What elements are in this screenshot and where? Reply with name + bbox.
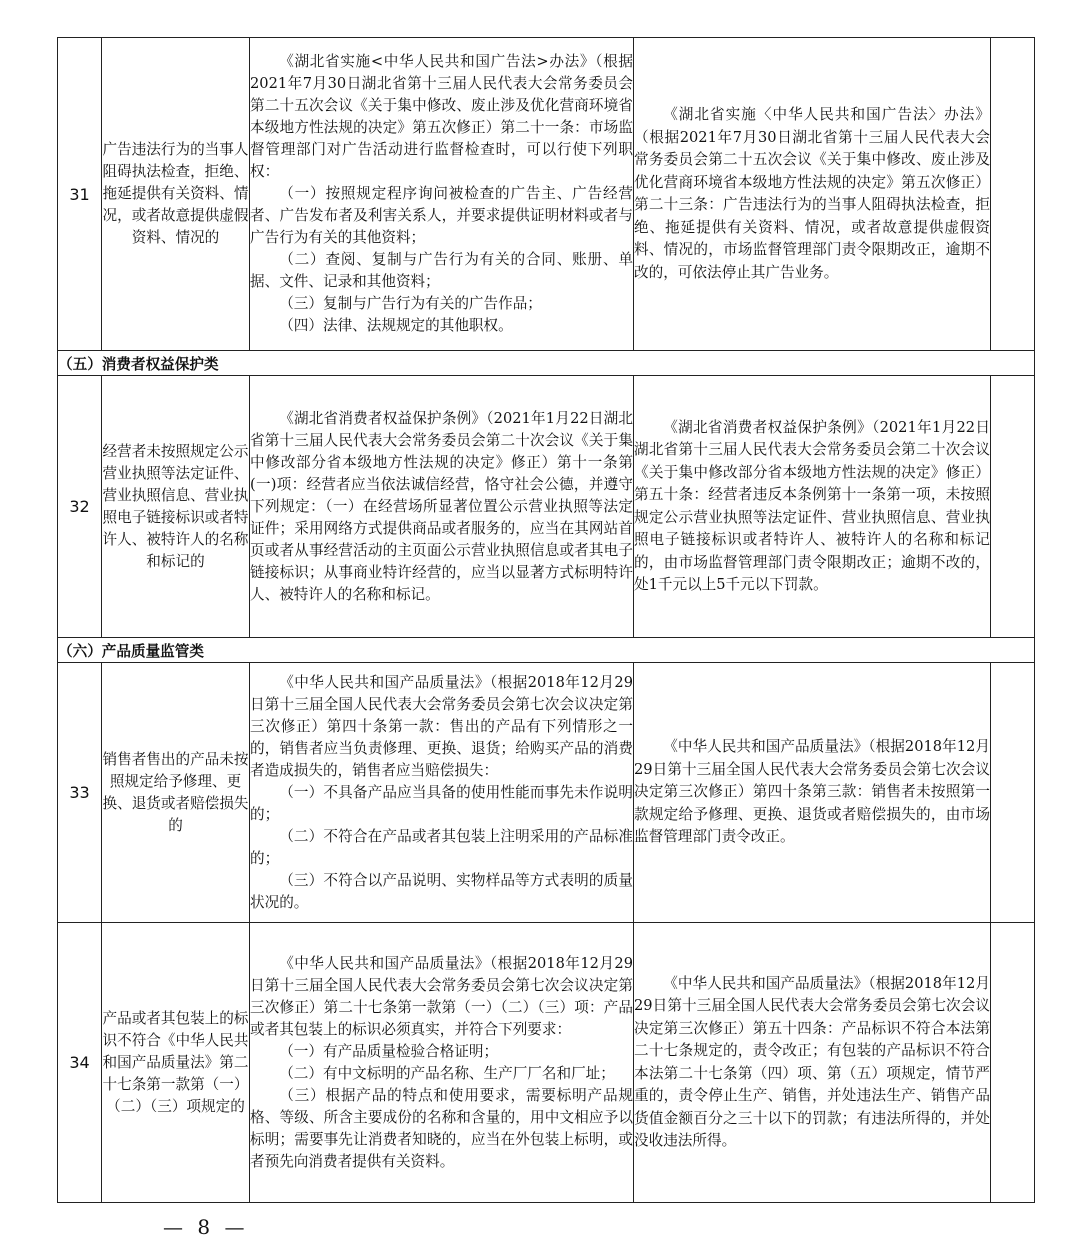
basis-paragraph: （一）有产品质量检验合格证明； xyxy=(279,1042,499,1060)
category-row xyxy=(58,638,1035,663)
basis-paragraph: （三）根据产品的特点和使用要求，需要标明产品规格、等级、所含主要成份的名称和含量的，用中文相应予以标明；需要事先让消费者知晓的，应当在外包装上标明，或者预先向消费者提供有关资料。 xyxy=(250,1086,633,1170)
basis-paragraph: （三）不符合以产品说明、实物样品等方式表明的质量状况的。 xyxy=(250,871,633,911)
category-title: （五）消费者权益保护类 xyxy=(58,351,1035,376)
penalty-provision xyxy=(634,38,991,351)
table-row xyxy=(58,376,1035,638)
basis-paragraph: 《湖北省实施<中华人民共和国广告法>办法》（根据2021年7月30日湖北省第十三届人民代表大会常务委员会第二十五次会议《关于集中修改、废止涉及优化营商环境省本级地方性法规的决定》第五次修正）第二十一条：市场监督管理部门对广告活动进行监督检查时，可以行使下列职权： xyxy=(250,53,633,180)
legal-basis xyxy=(250,923,634,1203)
remarks-cell xyxy=(991,376,1035,638)
page-number: — 8 — xyxy=(163,1215,249,1239)
basis-paragraph: 《中华人民共和国产品质量法》（根据2018年12月29日第十三届全国人民代表大会常务委员会第七次会议决定第三次修正）第四十条第一款：售出的产品有下列情形之一的，销售者应当负责修理、更换、退货；给购买产品的消费者造成损失的，销售者应当赔偿损失： xyxy=(250,673,633,779)
penalty-provision xyxy=(634,663,991,923)
category-row xyxy=(58,351,1035,376)
basis-paragraph: （二）有中文标明的产品名称、生产厂厂名和厂址； xyxy=(279,1064,615,1082)
item-number: 32 xyxy=(58,376,102,638)
table-row xyxy=(58,663,1035,923)
item-number: 31 xyxy=(58,38,102,351)
category-title: （六）产品质量监管类 xyxy=(58,638,1035,663)
basis-paragraph: （二）查阅、复制与广告行为有关的合同、账册、单据、文件、记录和其他资料； xyxy=(250,251,633,290)
table-row xyxy=(58,38,1035,351)
item-number: 34 xyxy=(58,923,102,1203)
violation-description: 广告违法行为的当事人阻碍执法检查，拒绝、拖延提供有关资料、情况，或者故意提供虚假资料、情况的 xyxy=(102,38,250,351)
legal-basis xyxy=(250,663,634,923)
violation-description: 产品或者其包装上的标识不符合《中华人民共和国产品质量法》第二十七条第一款第（一）（二）（三）项规定的 xyxy=(102,923,250,1203)
violation-description: 销售者售出的产品未按照规定给予修理、更换、退货或者赔偿损失的 xyxy=(102,663,250,923)
regulation-table xyxy=(57,37,1035,1203)
remarks-cell xyxy=(991,38,1035,351)
item-number: 33 xyxy=(58,663,102,923)
penalty-provision xyxy=(634,376,991,638)
basis-paragraph: （一）不具备产品应当具备的使用性能而事先未作说明的； xyxy=(250,783,633,823)
basis-paragraph: （二）不符合在产品或者其包装上注明采用的产品标准的； xyxy=(250,827,633,867)
penalty-text: 《中华人民共和国产品质量法》（根据2018年12月29日第十三届全国人民代表大会常务委员会第七次会议决定第三次修正）第五十四条：产品标识不符合本法第二十七条规定的，责令改正；有包装的产品标识不符合本法第二十七条第（四）项、第（五）项规定，情节严重的，责令停止生产、销售，并处违法生产、销售产品货值金额百分之三十以下的罚款；有违法所得的，并处没收违法所得。 xyxy=(634,974,990,1149)
violation-description: 经营者未按照规定公示营业执照等法定证件、营业执照信息、营业执照电子链接标识或者特许人、被特许人的名称和标记的 xyxy=(102,376,250,638)
basis-paragraph: （三）复制与广告行为有关的广告作品； xyxy=(279,295,542,312)
penalty-text: 《湖北省消费者权益保护条例》（2021年1月22日湖北省第十三届人民代表大会常务委员会第二十次会议《关于集中修改部分省本级地方性法规的决定》修正）第五十条：经营者违反本条例第十一条第一项，未按照规定公示营业执照等法定证件、营业执照信息、营业执照电子链接标识或者特许人、被特许人的名称和标记的，由市场监督管理部门责令限期改正；逾期不改的，处1千元以上5千元以下罚款。 xyxy=(634,418,990,593)
table-row xyxy=(58,923,1035,1203)
basis-paragraph: （四）法律、法规规定的其他职权。 xyxy=(279,317,513,334)
legal-basis xyxy=(250,38,634,351)
penalty-provision xyxy=(634,923,991,1203)
legal-basis xyxy=(250,376,634,638)
remarks-cell xyxy=(991,923,1035,1203)
basis-paragraph: 《湖北省消费者权益保护条例》（2021年1月22日湖北省第十三届人民代表大会常务委员会第二十次会议《关于集中修改部分省本级地方性法规的决定》修正）第十一条第(一)项：经营者应当依法诚信经营，恪守社会公德，并遵守下列规定：（一）在经营场所显著位置公示营业执照等法定证件；采用网络方式提供商品或者服务的，应当在其网站首页或者从事经营活动的主页面公示营业执照信息或者其电子链接标识；从事商业特许经营的，应当以显著方式标明特许人、被特许人的名称和标记。 xyxy=(250,409,633,603)
basis-paragraph: （一）按照规定程序询问被检查的广告主、广告经营者、广告发布者及利害关系人，并要求提供证明材料或者与广告行为有关的其他资料； xyxy=(250,185,633,246)
basis-paragraph: 《中华人民共和国产品质量法》（根据2018年12月29日第十三届全国人民代表大会常务委员会第七次会议决定第三次修正）第二十七条第一款第（一）（二）（三）项：产品或者其包装上的标识必须真实，并符合下列要求： xyxy=(250,954,633,1038)
remarks-cell xyxy=(991,663,1035,923)
penalty-text: 《湖北省实施〈中华人民共和国广告法〉办法》（根据2021年7月30日湖北省第十三届人民代表大会常务委员会第二十五次会议《关于集中修改、废止涉及优化营商环境省本级地方性法规的决定》第五次修正）第二十三条：广告违法行为的当事人阻碍执法检查，拒绝、拖延提供有关资料、情况，或者故意提供虚假资料、情况的，市场监督管理部门责令限期改正，逾期不改的，可依法停止其广告业务。 xyxy=(634,106,990,281)
penalty-text: 《中华人民共和国产品质量法》（根据2018年12月29日第十三届全国人民代表大会常务委员会第七次会议决定第三次修正）第四十条第三款：销售者未按照第一款规定给予修理、更换、退货或者赔偿损失的，由市场监督管理部门责令改正。 xyxy=(634,738,990,846)
